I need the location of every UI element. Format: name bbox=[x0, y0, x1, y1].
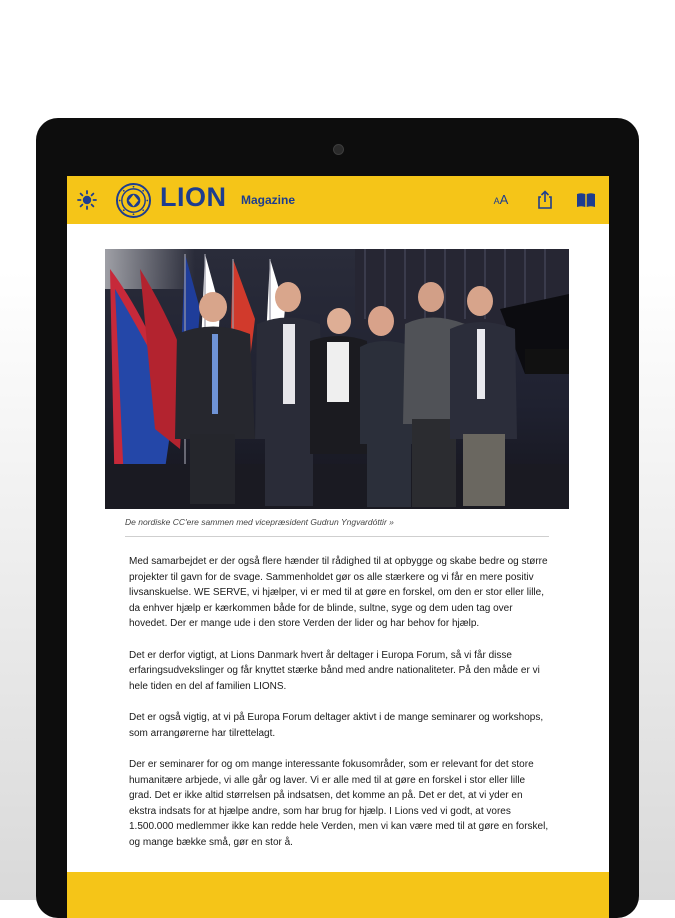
app-screen bbox=[67, 176, 609, 918]
tablet-frame bbox=[36, 118, 639, 918]
article-paragraph: Det er også vigtig, at vi på Europa Forum deltager aktivt i de mange seminarer og workshops, som arrangørerne har tilrettelagt. bbox=[129, 712, 544, 739]
article-photo bbox=[105, 249, 569, 509]
font-size-large-a: A bbox=[499, 192, 509, 207]
share-icon[interactable] bbox=[534, 189, 556, 211]
article-paragraph: Med samarbejdet er der også flere hænder til rådighed til at opbygge og skabe bedre og større projekter til gavn for de svage. Sammenholdet gør os alle stærkere og vi får en mere positiv livsanskuelse. WE SERVE, vi hjælper, vi er med til at gøre en forskel, om den er stor eller lille, da enhver hjælp er kærkommen både for de blinde, sultne, syge og dem uden tag over hovedet. Der er mange ude i den store Verden der lider og har behov for hjælp. bbox=[129, 556, 548, 629]
font-size-small-a: A bbox=[493, 196, 500, 206]
article-paragraph: Der er seminarer for og om mange interessante fokusområder, som er relevant for det store humanitære arbjede, vi alle går og laver. Vi er alle med til at gøre en forskel i stor eller lille grad. Det er ikke altid størrelsen på indsatsen, det komme an på. Det er det, at vi yder en ekstra indsats for at hjælpe andre, som har brug for hjælp. I Lions ved vi godt, at vores 1.500.000 medlemmer ikke kan redde hele Verden, men vi kan være med til at gøre en forskel, og mange bække små, gør en stor å. bbox=[129, 759, 549, 848]
brand-subtitle: Magazine bbox=[241, 193, 296, 207]
brand-title: LION bbox=[160, 182, 227, 212]
font-size-icon[interactable] bbox=[490, 189, 512, 211]
caption-divider bbox=[125, 536, 549, 537]
bottom-toolbar bbox=[67, 872, 609, 918]
article-paragraph: Det er derfor vigtigt, at Lions Danmark hvert år deltager i Europa Forum, så vi får disse erfaringsudvekslinger og får knyttet stærke bånd med andre nationaliteter. På den måde er vi hele tiden en del af familien LIONS. bbox=[129, 649, 540, 692]
sun-icon[interactable] bbox=[77, 190, 97, 210]
book-icon[interactable] bbox=[575, 189, 597, 211]
article-body bbox=[129, 554, 549, 866]
camera bbox=[333, 144, 344, 155]
photo-caption: De nordiske CC'ere sammen med vicepræsident Gudrun Yngvardóttir » bbox=[125, 517, 394, 527]
lions-emblem-icon bbox=[116, 183, 151, 218]
top-toolbar bbox=[67, 176, 609, 224]
